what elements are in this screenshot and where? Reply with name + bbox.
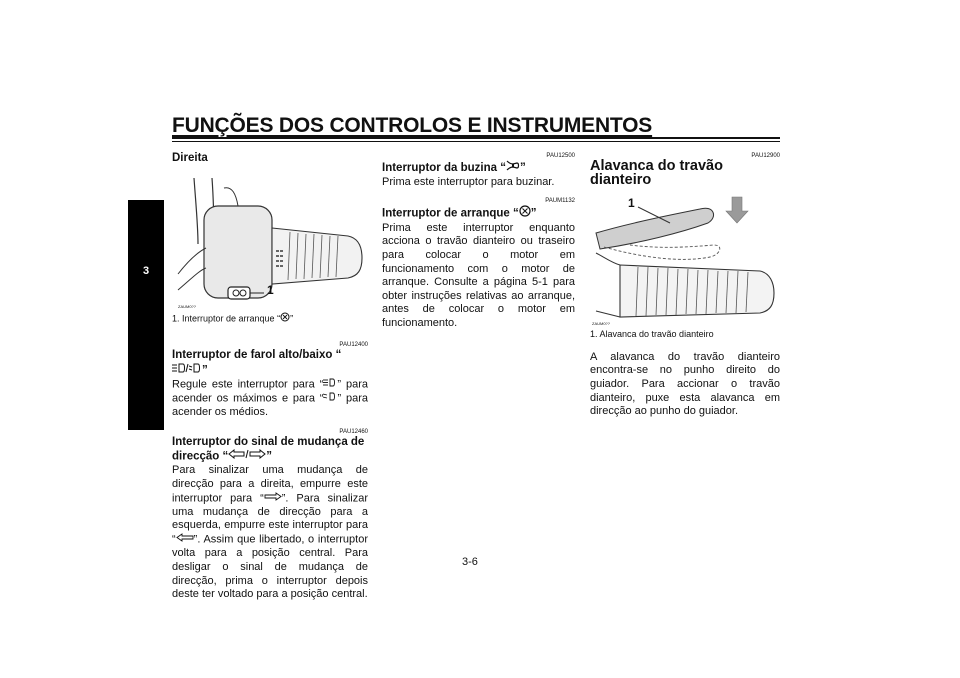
horn-icon [506,160,520,176]
section-code-pau12500: PAU12500 [546,153,575,159]
figure-code: ZAUM0?? [178,303,197,309]
section-code-pau12460: PAU12460 [339,428,368,435]
section-title-front-brake: Alavanca do travão dianteiro [590,158,723,188]
starter-symbol-icon [280,312,290,327]
high-beam-icon [323,378,337,392]
page-number: 3-6 [462,556,478,568]
section-title-turn-signal: Interruptor do sinal de mudança de direcção “ ” [172,435,365,463]
low-beam-icon [323,392,337,406]
column-right [590,152,780,419]
high-low-beam-icon [172,363,202,378]
starter-icon [519,205,531,222]
section-code-pau12400: PAU12400 [339,342,368,349]
figure-callout-1: 1 [267,282,274,297]
figure-caption-front-brake: 1. Alavanca do travão dianteiro [590,329,714,340]
section-code-paum1132: PAUM1132 [545,198,575,205]
chapter-tab-number: 3 [142,265,150,277]
figure-caption-starter: 1. Interruptor de arranque “ ” [172,312,368,327]
right-turn-icon [264,492,282,506]
chapter-tab [128,200,164,430]
column-left [172,152,368,602]
section-code-pau12900: PAU12900 [751,153,780,159]
section-heading-right: Direita [172,152,208,164]
turn-signal-icon [228,449,266,464]
figure-right-switches [172,166,368,309]
section-text-high-low-beam: Regule este interruptor para “ ” para acender os máximos e para “ ” para acender os médios. [172,378,368,419]
section-text-horn: Prima este interruptor para buzinar. [382,175,555,188]
section-text-front-brake: A alavanca do travão dianteiro encontra-se no punho direito do guiador. Para accionar o travão dianteiro, puxe esta alavanca em direcção ao punho do guiador. [590,350,780,418]
title-rule [172,137,780,139]
left-turn-icon [176,533,194,547]
title-rule-thin [172,141,780,142]
page-title: FUNÇÕES DOS CONTROLOS E INSTRUMENTOS [172,114,653,137]
column-middle [382,152,575,331]
section-title-horn: Interruptor da buzina “ ” [382,161,526,174]
section-text-starter: Prima este interruptor enquanto acciona o travão dianteiro ou traseiro para colocar o motor em funcionamento com o motor de arranque. Consulte a página 5-1 para obter instruções relativas ao arranque, antes de colocar o motor em funcionamento. [382,221,575,329]
figure-front-brake-lever [590,193,780,325]
section-title-high-low-beam: Interruptor de farol alto/baixo “” [172,349,342,377]
section-title-starter: Interruptor de arranque “ ” [382,205,575,222]
section-text-turn-signal: Para sinalizar uma mudança de direcção para a direita, empurre este interruptor para “ ”. Para sinalizar uma mudança de direcção para a esquerda, empurre este interruptor para “ ”. Assim que libertado, o interruptor volta para a posição central. Para desligar o sinal de mudança de direcção, prima o interruptor depois deste ter voltado para a posição central. [172,464,368,601]
figure-code: ZAUM0?? [592,321,611,327]
figure-callout-1: 1 [628,196,635,211]
brake-lever-illustration [590,193,780,325]
